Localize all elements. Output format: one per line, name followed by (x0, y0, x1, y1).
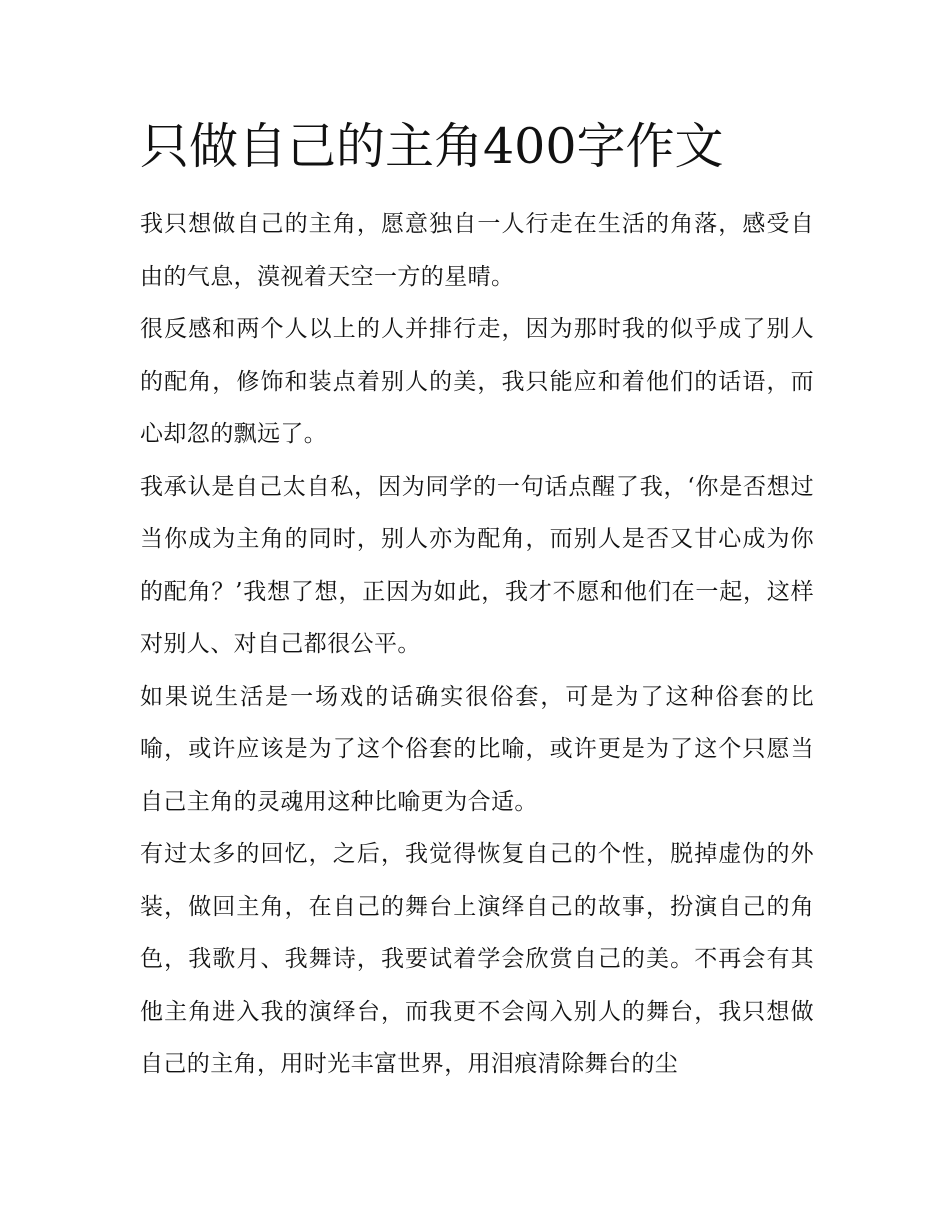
paragraph-4: 如果说生活是一场戏的话确实很俗套，可是为了这种俗套的比喻，或许应该是为了这个俗套的比喻，或许更是为了这个只愿当自己主角的灵魂用这种比喻更为合适。 (140, 683, 814, 815)
paragraph-3: 我承认是自己太自私，因为同学的一句话点醒了我，‘你是否想过当你成为主角的同时，别人亦为配角，而别人是否又甘心成为你的配角？’我想了想，正因为如此，我才不愿和他们在一起，这样对别人、对自己都很公平。 (140, 473, 814, 657)
document-body (140, 198, 814, 1091)
paragraph-2: 很反感和两个人以上的人并排行走，因为那时我的似乎成了别人的配角，修饰和装点着别人的美，我只能应和着他们的话语，而心却忽的飘远了。 (140, 316, 814, 447)
document-title: 只做自己的主角400字作文 (140, 118, 724, 175)
paragraph-5: 有过太多的回忆，之后，我觉得恢复自己的个性，脱掉虚伪的外装，做回主角，在自己的舞台上演绎自己的故事，扮演自己的角色，我歌月、我舞诗，我要试着学会欣赏自己的美。不再会有其他主角进入我的演绎台，而我更不会闯入别人的舞台，我只想做自己的主角，用时光丰富世界，用泪痕清除舞台的尘 (140, 841, 814, 1077)
paragraph-1: 我只想做自己的主角，愿意独自一人行走在生活的角落，感受自由的气息，漠视着天空一方的星晴。 (140, 211, 814, 290)
